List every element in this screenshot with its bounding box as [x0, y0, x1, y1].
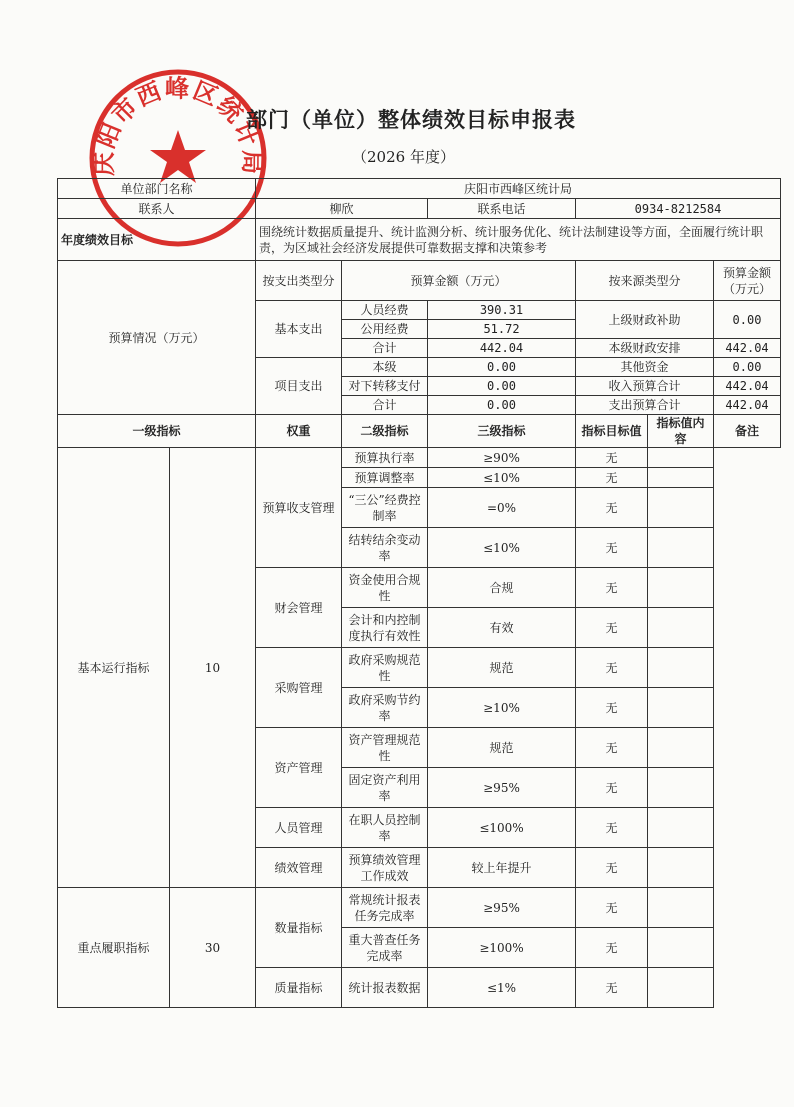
source-type-label: 支出预算合计 — [576, 396, 714, 415]
indicator-header: 权重 — [256, 415, 342, 448]
indicator-note — [648, 848, 714, 888]
annual-goal-text: 围绕统计数据质量提升、统计监测分析、统计服务优化、统计法制建设等方面，全面履行统计职责，为区域社会经济发展提供可靠数据支撑和决策参考 — [256, 219, 781, 261]
project-expense-item: 合计 — [342, 396, 428, 415]
level3-indicator: 结转结余变动率 — [342, 528, 428, 568]
page-title: 部门（单位）整体绩效目标申报表 — [246, 107, 576, 132]
indicator-note — [648, 468, 714, 488]
indicator-value-content: 无 — [576, 848, 648, 888]
indicator-target-value: ≤100% — [428, 808, 576, 848]
indicator-value-content: 无 — [576, 768, 648, 808]
budget-section-label: 预算情况（万元） — [58, 261, 256, 415]
indicator-weight: 10 — [170, 448, 256, 888]
indicator-note — [648, 968, 714, 1008]
level3-indicator: 在职人员控制率 — [342, 808, 428, 848]
basic-expense-item: 公用经费 — [342, 320, 428, 339]
indicator-target-value: 较上年提升 — [428, 848, 576, 888]
level3-indicator: 资产管理规范性 — [342, 728, 428, 768]
project-expense-amount: 0.00 — [428, 377, 576, 396]
level2-indicator: 财会管理 — [256, 568, 342, 648]
indicator-weight: 30 — [170, 888, 256, 1008]
level2-indicator: 数量指标 — [256, 888, 342, 968]
contact-phone-label: 联系电话 — [428, 199, 576, 219]
level2-indicator: 人员管理 — [256, 808, 342, 848]
project-expense-amount: 0.00 — [428, 358, 576, 377]
indicator-value-content: 无 — [576, 448, 648, 468]
indicator-note — [648, 688, 714, 728]
basic-expense-amount: 390.31 — [428, 301, 576, 320]
indicator-value-content: 无 — [576, 608, 648, 648]
level3-indicator: 常规统计报表任务完成率 — [342, 888, 428, 928]
level2-indicator: 资产管理 — [256, 728, 342, 808]
level3-indicator: “三公”经费控制率 — [342, 488, 428, 528]
indicator-target-value: ≥95% — [428, 768, 576, 808]
source-type-amount: 442.04 — [714, 339, 781, 358]
level2-indicator: 质量指标 — [256, 968, 342, 1008]
unit-name-label: 单位部门名称 — [58, 179, 256, 199]
indicator-target-value: ≤10% — [428, 528, 576, 568]
indicator-header: 三级指标 — [428, 415, 576, 448]
level3-indicator: 资金使用合规性 — [342, 568, 428, 608]
indicator-value-content: 无 — [576, 728, 648, 768]
source-type-amount: 442.04 — [714, 396, 781, 415]
indicator-note — [648, 768, 714, 808]
indicator-note — [648, 568, 714, 608]
indicator-target-value: ≤10% — [428, 468, 576, 488]
level1-indicator: 重点履职指标 — [58, 888, 170, 1008]
indicator-note — [648, 808, 714, 848]
level3-indicator: 统计报表数据 — [342, 968, 428, 1008]
contact-person-value: 柳欣 — [256, 199, 428, 219]
level3-indicator: 固定资产利用率 — [342, 768, 428, 808]
budget-header-source: 按来源类型分 — [576, 261, 714, 301]
indicator-note — [648, 448, 714, 468]
source-type-amount: 442.04 — [714, 377, 781, 396]
indicator-note — [648, 728, 714, 768]
level3-indicator: 政府采购节约率 — [342, 688, 428, 728]
basic-expense-item: 人员经费 — [342, 301, 428, 320]
indicator-note — [648, 648, 714, 688]
indicator-value-content: 无 — [576, 468, 648, 488]
indicator-note — [648, 928, 714, 968]
page-subtitle: （2026 年度） — [352, 148, 455, 166]
indicator-header: 备注 — [714, 415, 781, 448]
source-type-label: 其他资金 — [576, 358, 714, 377]
level2-indicator: 采购管理 — [256, 648, 342, 728]
basic-expense-amount: 51.72 — [428, 320, 576, 339]
annual-goal-label: 年度绩效目标 — [58, 219, 256, 261]
indicator-target-value: 规范 — [428, 728, 576, 768]
level3-indicator: 预算执行率 — [342, 448, 428, 468]
indicator-value-content: 无 — [576, 808, 648, 848]
indicator-note — [648, 888, 714, 928]
basic-expense-item: 合计 — [342, 339, 428, 358]
indicator-target-value: 合规 — [428, 568, 576, 608]
indicator-target-value: =0% — [428, 488, 576, 528]
basic-expense-label: 基本支出 — [256, 301, 342, 358]
indicator-target-value: ≤1% — [428, 968, 576, 1008]
indicator-value-content: 无 — [576, 568, 648, 608]
indicator-header: 指标目标值 — [576, 415, 648, 448]
indicator-target-value: ≥100% — [428, 928, 576, 968]
level3-indicator: 政府采购规范性 — [342, 648, 428, 688]
level2-indicator: 预算收支管理 — [256, 448, 342, 568]
level3-indicator: 会计和内控制度执行有效性 — [342, 608, 428, 648]
indicator-target-value: ≥95% — [428, 888, 576, 928]
indicator-target-value: ≥10% — [428, 688, 576, 728]
performance-table — [57, 178, 781, 1008]
level3-indicator: 预算绩效管理工作成效 — [342, 848, 428, 888]
source-type-amount: 0.00 — [714, 301, 781, 339]
contact-person-label: 联系人 — [58, 199, 256, 219]
level3-indicator: 重大普查任务完成率 — [342, 928, 428, 968]
indicator-value-content: 无 — [576, 488, 648, 528]
level3-indicator: 预算调整率 — [342, 468, 428, 488]
project-expense-label: 项目支出 — [256, 358, 342, 415]
indicator-target-value: 有效 — [428, 608, 576, 648]
indicator-header: 指标值内容 — [648, 415, 714, 448]
indicator-note — [648, 608, 714, 648]
indicator-note — [648, 488, 714, 528]
budget-header-type: 按支出类型分 — [256, 261, 342, 301]
basic-expense-amount: 442.04 — [428, 339, 576, 358]
indicator-header: 二级指标 — [342, 415, 428, 448]
level2-indicator: 绩效管理 — [256, 848, 342, 888]
project-expense-amount: 0.00 — [428, 396, 576, 415]
indicator-value-content: 无 — [576, 688, 648, 728]
indicator-value-content: 无 — [576, 888, 648, 928]
budget-header-source-amount: 预算金额（万元） — [714, 261, 781, 301]
indicator-value-content: 无 — [576, 648, 648, 688]
source-type-label: 收入预算合计 — [576, 377, 714, 396]
indicator-note — [648, 528, 714, 568]
budget-header-amount: 预算金额（万元） — [342, 261, 576, 301]
source-type-label: 上级财政补助 — [576, 301, 714, 339]
contact-phone-value: 0934-8212584 — [576, 199, 781, 219]
level1-indicator: 基本运行指标 — [58, 448, 170, 888]
indicator-target-value: ≥90% — [428, 448, 576, 468]
indicator-header: 一级指标 — [58, 415, 256, 448]
unit-name-value: 庆阳市西峰区统计局 — [256, 179, 781, 199]
indicator-target-value: 规范 — [428, 648, 576, 688]
project-expense-item: 本级 — [342, 358, 428, 377]
indicator-value-content: 无 — [576, 968, 648, 1008]
indicator-value-content: 无 — [576, 928, 648, 968]
indicator-value-content: 无 — [576, 528, 648, 568]
svg-text:庆阳市西峰区统计局: 庆阳市西峰区统计局 — [89, 74, 267, 177]
source-type-label: 本级财政安排 — [576, 339, 714, 358]
project-expense-item: 对下转移支付 — [342, 377, 428, 396]
source-type-amount: 0.00 — [714, 358, 781, 377]
seal-star-icon — [150, 130, 206, 183]
